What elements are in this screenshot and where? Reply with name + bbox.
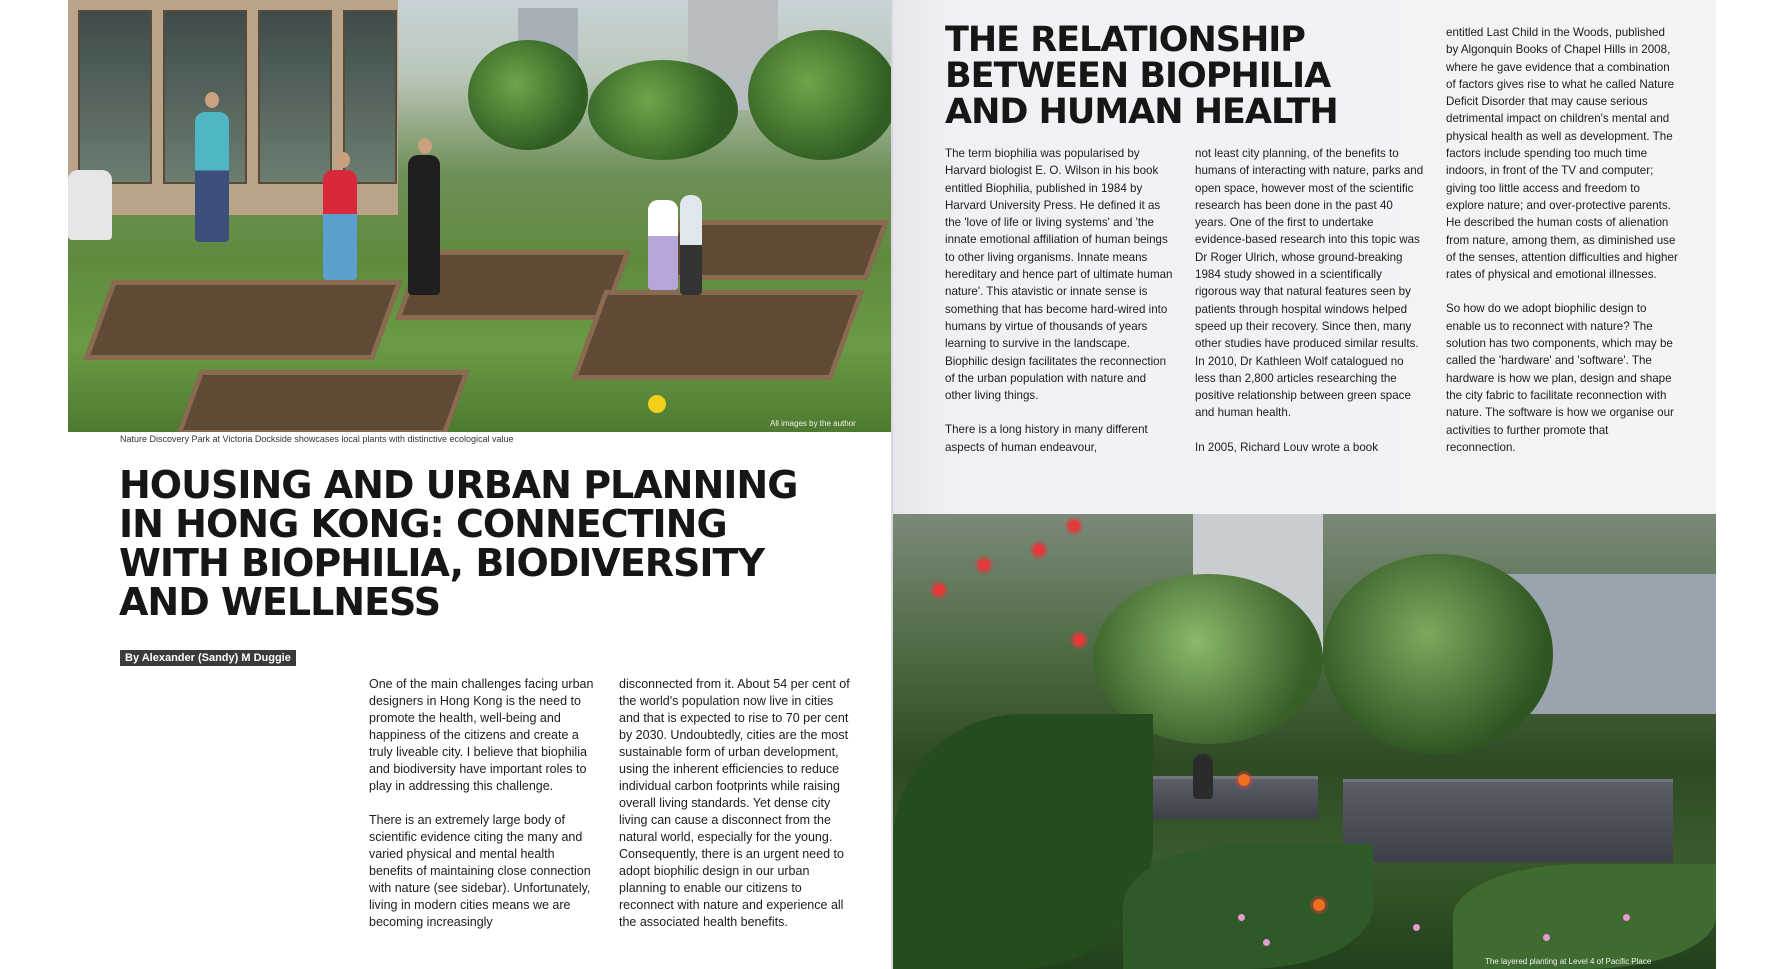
planting-bed — [572, 290, 865, 380]
byline: By Alexander (Sandy) M Duggie — [120, 650, 296, 666]
person — [408, 155, 440, 295]
sidebar-title: THE RELATIONSHIP BETWEEN BIOPHILIA AND HUMAN HEALTH — [945, 20, 1338, 132]
paragraph: So how do we adopt biophilic design to enable us to reconnect with nature? The solution has two components, which may be called the 'hardware' and 'software'. The hardware is how we plan, design and shape the city fabric to facilitate reconnection with nature. The software is how we organise our activities to further promote that reconnection. — [1446, 302, 1674, 454]
foreground-leaves — [893, 714, 1153, 969]
glass-window — [78, 10, 152, 184]
tree — [468, 40, 588, 150]
red-flower — [978, 559, 990, 571]
pink-flower — [1413, 924, 1420, 931]
photo-caption: Nature Discovery Park at Victoria Dockside showcases local plants with distinctive ecological value — [120, 434, 514, 444]
person-head — [418, 138, 432, 154]
paragraph: entitled Last Child in the Woods, published by Algonquin Books of Chapel Hills in 2008, where he gave evidence that a combination of factors gives rise to what he called Nature Deficit Disorder that may cause serious detrimental impact on children's mental and physical health as well as development. The factors include spending too much time indoors, in front of the TV and computer; giving too little access and freedom to explore nature; and over-protective parents. He described the human costs of alienation from nature, among them, as diminished use of the senses, attention difficulties and higher rates of physical and emotional illnesses. — [1446, 26, 1678, 282]
rooftop-garden-photo — [68, 0, 893, 432]
tree — [588, 60, 738, 160]
glass-window — [258, 10, 332, 184]
planter — [1343, 779, 1673, 862]
sidebar-column-3 — [1446, 24, 1678, 473]
foreground-leaves — [1123, 844, 1373, 969]
red-flower — [933, 584, 945, 596]
red-flower — [1068, 520, 1080, 532]
child — [680, 195, 702, 295]
sidebar-column-2 — [1195, 145, 1425, 473]
planting-bed — [83, 280, 402, 360]
red-flower — [1073, 634, 1085, 646]
sidebar-column-1 — [945, 145, 1173, 473]
paragraph: One of the main challenges facing urban designers in Hong Kong is the need to promote the health, well-being and happiness of the citizens and create a truly liveable city. I believe that biophilia and biodiversity have important roles to play in addressing this challenge. — [369, 677, 594, 793]
layered-planting-photo — [893, 514, 1716, 969]
paragraph: disconnected from it. About 54 per cent of the world's population now live in cities and that is expected to rise to 70 per cent by 2030. Undoubtedly, cities are the most sustainable form of urban development, using the inherent efficiencies to reduce individual carbon footprints while raising overall living standards. Yet dense city living can cause a disconnect from the natural world, especially for the young. Consequently, there is an urgent need to adopt biophilic design in our urban planning to enable our citizens to reconnect with nature and experience all the associated health benefits. — [619, 677, 850, 929]
body-column-2 — [619, 676, 851, 948]
yellow-flower — [648, 395, 666, 413]
glass-window — [343, 10, 397, 184]
pink-flower — [1623, 914, 1630, 921]
paragraph: In 2005, Richard Louv wrote a book — [1195, 440, 1379, 454]
person-seated — [68, 170, 112, 240]
person-head — [336, 152, 350, 168]
person — [323, 170, 357, 280]
photo-caption: The layered planting at Level 4 of Pacific Place — [1485, 957, 1652, 966]
pink-flower — [1263, 939, 1270, 946]
child — [648, 200, 678, 290]
paragraph: There is an extremely large body of scientific evidence citing the many and varied physical and mental health benefits of maintaining close connection with nature (see sidebar). Unfortunately, living in modern cities means we are becoming increasingly — [369, 813, 591, 929]
person-head — [205, 92, 219, 108]
person-reading — [1193, 754, 1213, 799]
paragraph: not least city planning, of the benefits to humans of interacting with nature, parks and open space, however most of the scientific research has been done in the past 40 years. One of the first to undertake evidence-based research into this topic was Dr Roger Ulrich, whose ground-breaking 1984 study showed in a scientifically rigorous way that natural features seen by patients through hospital windows helped speed up their recovery. Since then, many other studies have produced similar results. In 2010, Dr Kathleen Wolf catalogued no less than 2,800 articles researching the positive relationship between green space and human health. — [1195, 147, 1424, 420]
pink-flower — [1238, 914, 1245, 921]
body-column-1 — [369, 676, 599, 948]
bird-of-paradise — [1238, 774, 1250, 786]
photo-credit: All images by the author — [770, 419, 856, 428]
bird-of-paradise — [1313, 899, 1325, 911]
person — [195, 112, 229, 242]
tree — [1323, 554, 1553, 754]
paragraph: There is a long history in many different aspects of human endeavour, — [945, 423, 1148, 454]
foreground-leaves — [1453, 864, 1716, 969]
page-gutter — [891, 0, 893, 969]
red-flower — [1033, 544, 1045, 556]
pink-flower — [1543, 934, 1550, 941]
paragraph: The term biophilia was popularised by Harvard biologist E. O. Wilson in his book entitled Biophilia, published in 1984 by Harvard University Press. He defined it as the 'love of life or living systems' and 'the innate emotional affiliation of human beings to other living organisms. Innate means hereditary and hence part of ultimate human nature'. This atavistic or innate sense is something that has become hard-wired into humans by virtue of thousands of years learning to survive in the landscape. Biophilic design facilitates the reconnection of the urban population with nature and other living things. — [945, 147, 1173, 403]
planting-bed — [176, 370, 470, 432]
article-title: HOUSING AND URBAN PLANNING IN HONG KONG: CONNECTING WITH BIOPHILIA, BIODIVERSITY AND WELLNESS — [119, 463, 798, 624]
tree — [748, 30, 893, 160]
